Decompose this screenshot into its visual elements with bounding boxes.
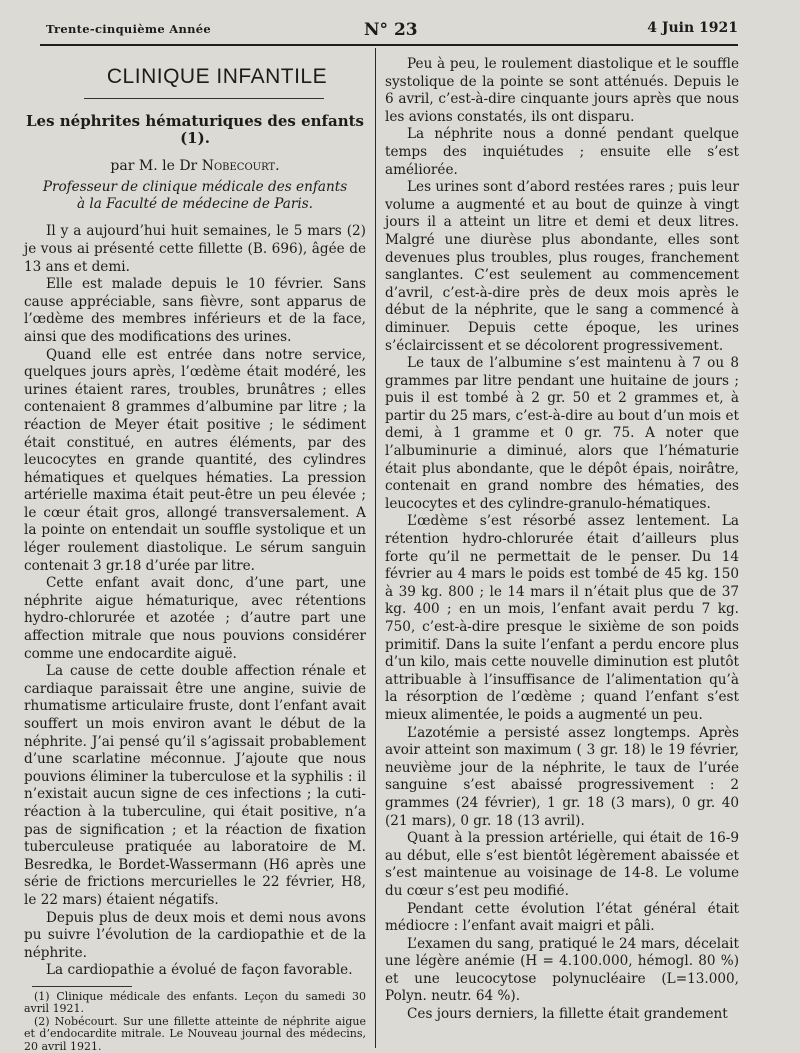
paragraph: Elle est malade depuis le 10 février. Sans cause appréciable, sans fièvre, sont apparus de l’œdème des membres inférieurs et de la face, ainsi que des modifications des urines.	[24, 276, 366, 345]
paragraph: Quand elle est entrée dans notre service, quelques jours après, l’œdème était modéré, les urines étaient rares, troubles, brunâtres ; elles contenaient 8 grammes d’albumine par litre ; la réaction de Meyer était positive ; le sédiment était constitué, en autres éléments, par des leucocytes en grande quantité, des cylindres hématiques et quelques hématies. La pression artérielle maxima était peut-être un peu élevée ; le cœur était gros, allongé transversalement. A la pointe on entendait un souffle systolique et un léger roulement diastolique. Le sérum sanguin contenait 3 gr.18 d’urée par litre.	[24, 346, 366, 574]
byline	[24, 158, 366, 176]
paragraph: L’azotémie a persisté assez longtemps. Après avoir atteint son maximum ( 3 gr. 18) le 19 février, neuvième jour de la néphrite, le taux de l’urée sanguine s’est abaissé progressivement : 2 grammes (24 février), 1 gr. 18 (3 mars), 0 gr. 40 (21 mars), 0 gr. 18 (13 avril).	[385, 724, 739, 829]
footnote: (1) Clinique médicale des enfants. Leçon du samedi 30 avril 1921.	[24, 989, 366, 1016]
paragraph: La cardiopathie a évolué de façon favorable.	[46, 962, 353, 979]
paragraph: Quant à la pression artérielle, qui était de 16-9 au début, elle s’est bientôt légèrement abaissée et s’est maintenue au voisinage de 14-8. Le volume du cœur s’est peu modifié.	[385, 830, 739, 899]
paragraph: Peu à peu, le roulement diastolique et le souffle systolique de la pointe se sont atténués. Depuis le 6 avril, c’est-à-dire cinquante jours après que nous les avions constatés, ils ont disparu.	[385, 56, 739, 125]
header-issue-number: N° 23	[364, 20, 418, 40]
footnote-rule	[32, 986, 132, 987]
header-rule	[40, 44, 738, 46]
paragraph: Pendant cette évolution l’état général était médiocre : l’enfant avait maigri et pâli.	[385, 900, 739, 935]
paragraph: Il y a aujourd’hui huit semaines, le 5 mars (2) je vous ai présenté cette fillette (B. 696), âgée de 13 ans et demi.	[24, 223, 366, 275]
paragraph: Le taux de l’albumine s’est maintenu à 7 ou 8 grammes par litre pendant une huitaine de jours ; puis il est tombé à 2 gr. 50 et 2 grammes et, à partir du 25 mars, c’est-à-dire au bout d’un mois et demi, à 1 gramme et 0 gr. 75. A noter que l’albuminurie a diminué, alors que l’hématurie était plus abondante, que le dépôt épais, noirâtre, contenait en grand nombre des hématies, des leucocytes et des cylindre-granulo-hématiques.	[385, 355, 739, 512]
paragraph: La néphrite nous a donné pendant quelque temps des inquiétudes ; ensuite elle s’est améliorée.	[385, 126, 739, 178]
paragraph: L’examen du sang, pratiqué le 24 mars, décelait une légère anémie (H = 4.100.000, hémogl. 80 %) et une leucocytose polynucléaire (L=13.000, Polyn. neutr. 64 %).	[385, 935, 739, 1005]
running-header	[46, 20, 738, 42]
header-year: Trente-cinquième Année	[46, 22, 212, 36]
right-column	[385, 56, 739, 1024]
paragraph: Ces jours derniers, la fillette était grandement	[407, 1006, 728, 1023]
section-title: CLINIQUE INFANTILE	[106, 65, 328, 88]
affiliation-line-1: Professeur de clinique médicale des enfants	[42, 179, 348, 196]
column-divider	[375, 48, 376, 1048]
affiliation-line-2: à la Faculté de médecine de Paris.	[76, 196, 314, 213]
paragraph: La cause de cette double affection rénale et cardiaque paraissait être une angine, suivie de rhumatisme articulaire fruste, dont l’enfant avait souffert un mois environ avant le début de la néphrite. J’ai pensé qu’il s’agissait probablement d’une scarlatine méconnue. J’ajoute que nous pouvions éliminer la tuberculose et la syphilis : il n’existait aucun signe de ces infections ; la cuti-réaction à la tuberculine, qui était positive, n’a pas de signification ; et la réaction de fixation tuberculeuse pratiquée au laboratoire de M. Besredka, le Bordet-Wassermann (H6 après une série de frictions mercurielles le 22 février, H8, le 22 mars) étaient négatifs.	[24, 663, 366, 908]
author-name: Nobecourt.	[201, 157, 280, 174]
header-date: 4 Juin 1921	[647, 20, 738, 36]
paragraph: Les urines sont d’abord restées rares ; puis leur volume a augmenté et au bout de quinze à vingt jours il a atteint un litre et demi et deux litres. Malgré une diurèse plus abondante, elles sont devenues plus troubles, plus rouges, franchement sanglantes. C’est seulement au commencement d’avril, c’est-à-dire près de deux mois après le début de la néphrite, que le sang a commencé à diminuer. Depuis cette époque, les urines s’éclaircissent et se décolorent progressivement.	[385, 179, 739, 354]
title-rule	[84, 98, 324, 99]
paragraph: Cette enfant avait donc, d’une part, une néphrite aigue hématurique, avec rétentions hydro-chlorurée et azotée ; d’autre part une affection mitrale que nous pouvions considérer comme une endocardite aiguë.	[24, 575, 366, 662]
article-title: Les néphrites hématuriques des enfants (1).	[25, 111, 365, 148]
footnote: (2) Nobécourt. Sur une fillette atteinte de néphrite aigue et d’endocardite mitrale. Le Nouveau journal des médecins, 20 avril 1921.	[24, 1014, 366, 1053]
footnotes	[24, 991, 366, 1053]
paragraph: Depuis plus de deux mois et demi nous avons pu suivre l’évolution de la cardiopathie et de la néphrite.	[24, 909, 366, 961]
left-column	[24, 56, 366, 1053]
affiliation	[24, 179, 366, 213]
byline-prefix: par M. le Dr	[110, 157, 202, 174]
paragraph: L’œdème s’est résorbé assez lentement. La rétention hydro-chlorurée était d’ailleurs plus forte qu’il ne permettait de le penser. Du 14 février au 4 mars le poids est tombé de 45 kg. 150 à 39 kg. 800 ; le 14 mars il n’était plus que de 37 kg. 400 ; en un mois, l’enfant avait perdu 7 kg. 750, c’est-à-dire presque le sixième de son poids primitif. Dans la suite l’enfant a perdu encore plus d’un kilo, mais cette nouvelle diminution est plutôt attribuable à l’insuffisance de l’alimentation qu’à la résorption de l’œdème ; quand l’enfant s’est mieux alimentée, le poids a augmenté un peu.	[385, 513, 739, 723]
